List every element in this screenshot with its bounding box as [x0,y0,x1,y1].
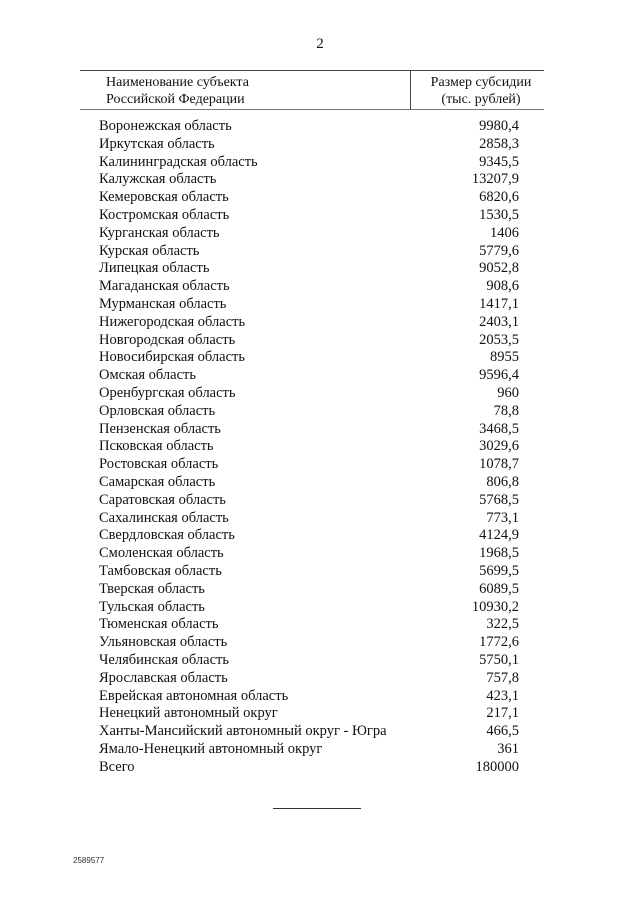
header-subject-line-1: Наименование субъекта [106,75,249,90]
table-row [99,403,519,421]
region-name: Нижегородская область [99,313,246,330]
subsidy-value: 2403,1 [479,313,519,330]
table-row [99,207,519,225]
table-row [99,652,519,670]
header-subsidy-amount [418,74,544,108]
region-name: Тульская область [99,598,205,615]
region-name: Орловская область [99,402,216,419]
subsidy-value: 908,6 [486,278,519,295]
subsidy-value: 773,1 [486,509,519,526]
region-name: Кемеровская область [99,189,229,206]
subsidy-value: 3029,6 [479,438,519,455]
region-name: Пензенская область [99,420,221,437]
subsidy-value: 9052,8 [479,260,519,277]
table-row [99,421,519,439]
table-row [99,634,519,652]
region-name: Новосибирская область [99,349,245,366]
header-amount-line-1: Размер субсидии [430,75,532,90]
header-subject-line-2: Российской Федерации [106,92,245,107]
table-row [99,314,519,332]
subsidy-value: 806,8 [486,473,519,490]
subsidy-value: 960 [497,384,519,401]
subsidy-value: 9596,4 [479,367,519,384]
subsidy-value: 1417,1 [479,295,519,312]
table-row [99,670,519,688]
subsidy-value: 5699,5 [479,562,519,579]
subsidy-value: 5750,1 [479,651,519,668]
page-number: 2 [316,36,324,52]
subsidy-value: 10930,2 [471,598,519,615]
table-row [99,349,519,367]
table-row [99,171,519,189]
region-name: Омская область [99,367,196,384]
table-row [99,527,519,545]
subsidy-value: 2858,3 [479,135,519,152]
region-name: Тюменская область [99,616,219,633]
subsidy-value: 6820,6 [479,189,519,206]
table-row [99,492,519,510]
region-name: Челябинская область [99,651,229,668]
subsidy-value: 78,8 [493,402,519,419]
region-name: Костромская область [99,206,230,223]
region-name: Ростовская область [99,456,219,473]
table-row [99,759,519,777]
table-row [99,474,519,492]
table-row [99,118,519,136]
table-row [99,260,519,278]
table-row [99,189,519,207]
region-name: Свердловская область [99,527,235,544]
table-row [99,332,519,350]
region-name: Курганская область [99,224,220,241]
subsidy-value: 1530,5 [479,206,519,223]
document-id: 2589577 [73,856,105,865]
footer-rule [273,808,361,809]
region-name: Оренбургская область [99,384,236,401]
subsidy-value: 361 [497,740,519,757]
table-row [99,296,519,314]
region-name: Саратовская область [99,491,226,508]
region-name: Самарская область [99,473,216,490]
subsidy-value: 6089,5 [479,580,519,597]
subsidy-value: 1968,5 [479,545,519,562]
subsidy-value: 9345,5 [479,153,519,170]
subsidy-value: 4124,9 [479,527,519,544]
subsidy-value: 423,1 [486,687,519,704]
region-name: Ненецкий автономный округ [99,705,278,722]
table-row [99,599,519,617]
table-row [99,438,519,456]
region-name: Ульяновская область [99,634,228,651]
table-row [99,616,519,634]
table-row [99,456,519,474]
subsidy-value: 9980,4 [479,118,519,134]
table-row [99,563,519,581]
region-name: Смоленская область [99,545,224,562]
region-name: Курская область [99,242,200,259]
region-name: Калининградская область [99,153,258,170]
region-name: Тамбовская область [99,562,222,579]
region-name: Ханты-Мансийский автономный округ - Югра [99,723,387,740]
table-row [99,367,519,385]
table-row [99,510,519,528]
subsidy-value: 180000 [475,758,519,775]
table-row [99,545,519,563]
region-name: Иркутская область [99,135,215,152]
subsidy-value: 322,5 [486,616,519,633]
region-name: Калужская область [99,171,217,188]
region-name: Мурманская область [99,295,227,312]
subsidy-value: 2053,5 [479,331,519,348]
table-row [99,385,519,403]
subsidy-value: 1406 [490,224,519,241]
table-row [99,225,519,243]
region-name: Всего [99,758,135,775]
subsidy-value: 757,8 [486,669,519,686]
table-row [99,278,519,296]
table-row [99,154,519,172]
header-column-separator [410,71,411,109]
table-row [99,705,519,723]
subsidy-table-body [99,118,519,776]
region-name: Псковская область [99,438,214,455]
table-row [99,243,519,261]
region-name: Липецкая область [99,260,210,277]
region-name: Магаданская область [99,278,230,295]
subsidy-value: 217,1 [486,705,519,722]
header-bottom-rule [80,109,544,110]
table-row [99,136,519,154]
header-amount-line-2: (тыс. рублей) [441,92,521,107]
subsidy-value: 1772,6 [479,634,519,651]
subsidy-value: 5768,5 [479,491,519,508]
region-name: Ярославская область [99,669,228,686]
table-row [99,723,519,741]
table-row [99,688,519,706]
region-name: Тверская область [99,580,205,597]
subsidy-value: 1078,7 [479,456,519,473]
subsidy-value: 466,5 [486,723,519,740]
region-name: Сахалинская область [99,509,229,526]
subsidy-value: 3468,5 [479,420,519,437]
subsidy-value: 8955 [490,349,519,366]
header-subject-name [106,74,386,108]
region-name: Воронежская область [99,118,232,134]
table-row [99,741,519,759]
table-row [99,581,519,599]
subsidy-value: 5779,6 [479,242,519,259]
subsidy-value: 13207,9 [471,171,519,188]
table-top-rule [80,70,544,71]
region-name: Ямало-Ненецкий автономный округ [99,740,323,757]
region-name: Новгородская область [99,331,236,348]
region-name: Еврейская автономная область [99,687,289,704]
